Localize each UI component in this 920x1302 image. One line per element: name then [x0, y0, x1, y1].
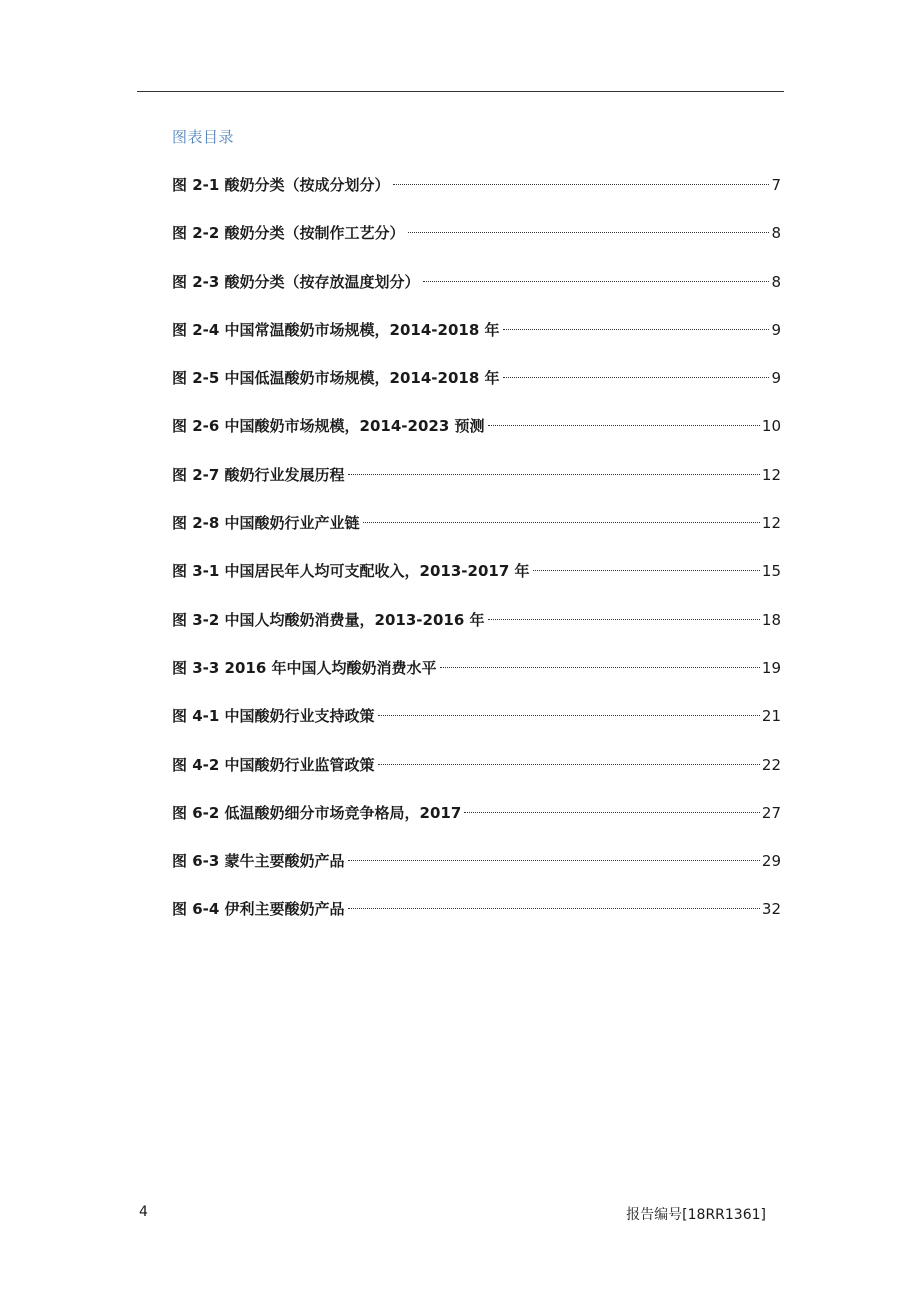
toc-entry: [172, 510, 781, 558]
toc-entry: [172, 317, 781, 365]
toc-dot-leader: [464, 812, 760, 813]
toc-list: [172, 172, 781, 945]
toc-entry-link[interactable]: [172, 462, 781, 488]
toc-entry-link[interactable]: [172, 607, 781, 633]
toc-entry: [172, 172, 781, 220]
toc-dot-leader: [378, 715, 760, 716]
toc-entry-label: 图 2-5 中国低温酸奶市场规模，2014-2018 年: [172, 369, 500, 388]
toc-entry-link[interactable]: [172, 510, 781, 536]
toc-entry: [172, 655, 781, 703]
toc-entry: [172, 413, 781, 461]
toc-entry-link[interactable]: [172, 896, 781, 922]
toc-entry: [172, 220, 781, 268]
toc-entry-label: 图 6-3 蒙牛主要酸奶产品: [172, 852, 345, 871]
toc-entry-link[interactable]: [172, 365, 781, 391]
toc-entry-label: 图 3-3 2016 年中国人均酸奶消费水平: [172, 658, 437, 677]
toc-entry-label: 图 2-8 中国酸奶行业产业链: [172, 514, 360, 533]
toc-entry-label: 图 3-1 中国居民年人均可支配收入，2013-2017 年: [172, 562, 530, 581]
toc-dot-leader: [503, 329, 770, 330]
toc-entry-label: 图 6-2 低温酸奶细分市场竞争格局，2017: [172, 803, 462, 822]
toc-entry-page: 9: [771, 369, 781, 388]
toc-dot-leader: [488, 425, 760, 426]
toc-entry-page: 18: [761, 610, 781, 629]
toc-entry-page: 7: [771, 176, 781, 194]
toc-dot-leader: [378, 764, 760, 765]
toc-dot-leader: [363, 522, 760, 523]
toc-entry-link[interactable]: [172, 558, 781, 584]
toc-entry-label: 图 4-2 中国酸奶行业监管政策: [172, 755, 375, 774]
toc-entry-page: 12: [761, 514, 781, 533]
toc-entry-page: 8: [771, 224, 781, 243]
toc-entry-page: 10: [761, 417, 781, 436]
toc-entry-page: 21: [761, 707, 781, 726]
toc-entry-link[interactable]: [172, 269, 781, 295]
toc-entry-page: 9: [771, 320, 781, 339]
toc-entry: [172, 896, 781, 944]
toc-dot-leader: [503, 377, 770, 378]
toc-entry-page: 32: [761, 900, 781, 919]
toc-heading: 图表目录: [172, 128, 235, 146]
toc-entry-page: 22: [761, 755, 781, 774]
toc-dot-leader: [488, 619, 760, 620]
toc-entry-label: 图 4-1 中国酸奶行业支持政策: [172, 707, 375, 726]
toc-entry-page: 27: [761, 803, 781, 822]
footer-report-id: 报告编号[18RR1361]: [626, 1207, 766, 1223]
toc-dot-leader: [408, 232, 770, 233]
toc-entry: [172, 558, 781, 606]
toc-entry-link[interactable]: [172, 703, 781, 729]
toc-entry-link[interactable]: [172, 220, 781, 246]
toc-dot-leader: [348, 908, 760, 909]
toc-entry-page: 8: [771, 272, 781, 291]
toc-entry-label: 图 2-2 酸奶分类（按制作工艺分）: [172, 224, 405, 243]
toc-entry-label: 图 2-4 中国常温酸奶市场规模，2014-2018 年: [172, 320, 500, 339]
toc-entry: [172, 703, 781, 751]
toc-dot-leader: [393, 184, 770, 185]
toc-entry-label: 图 2-1 酸奶分类（按成分划分）: [172, 176, 390, 194]
toc-entry: [172, 848, 781, 896]
toc-entry-page: 29: [761, 852, 781, 871]
toc-dot-leader: [423, 281, 770, 282]
toc-entry: [172, 269, 781, 317]
toc-dot-leader: [348, 474, 760, 475]
toc-dot-leader: [440, 667, 760, 668]
toc-entry-label: 图 2-7 酸奶行业发展历程: [172, 465, 345, 484]
toc-entry-link[interactable]: [172, 172, 781, 198]
toc-entry-link[interactable]: [172, 848, 781, 874]
toc-entry-page: 19: [761, 658, 781, 677]
toc-entry: [172, 752, 781, 800]
toc-dot-leader: [533, 570, 760, 571]
toc-entry-link[interactable]: [172, 752, 781, 778]
toc-entry: [172, 365, 781, 413]
toc-entry: [172, 800, 781, 848]
toc-entry-label: 图 2-6 中国酸奶市场规模，2014-2023 预测: [172, 417, 485, 436]
header-rule: [137, 91, 784, 92]
toc-entry: [172, 607, 781, 655]
toc-entry-link[interactable]: [172, 655, 781, 681]
toc-entry-label: 图 2-3 酸奶分类（按存放温度划分）: [172, 272, 420, 291]
toc-entry-page: 15: [761, 562, 781, 581]
footer-page-number: 4: [139, 1204, 148, 1220]
toc-entry: [172, 462, 781, 510]
toc-entry-label: 图 6-4 伊利主要酸奶产品: [172, 900, 345, 919]
toc-entry-page: 12: [761, 465, 781, 484]
toc-entry-label: 图 3-2 中国人均酸奶消费量，2013-2016 年: [172, 610, 485, 629]
toc-dot-leader: [348, 860, 760, 861]
toc-entry-link[interactable]: [172, 413, 781, 439]
toc-entry-link[interactable]: [172, 317, 781, 343]
toc-entry-link[interactable]: [172, 800, 781, 826]
